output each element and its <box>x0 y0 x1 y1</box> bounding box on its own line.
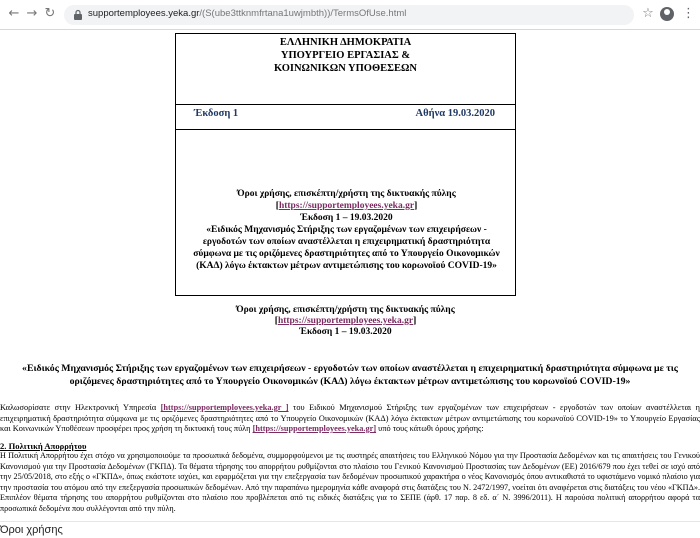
url-text <box>88 8 406 19</box>
profile-avatar-icon[interactable] <box>660 7 674 21</box>
terms-title: Όροι χρήσης, επισκέπτη/χρήστη της δικτυακής πύλης <box>237 189 456 199</box>
edition-date: Έκδοση 1 – 19.03.2020 <box>299 327 392 337</box>
bracket: ] <box>413 316 417 326</box>
reload-icon[interactable]: ↻ <box>44 6 56 21</box>
place-date: Αθήνα 19.03.2020 <box>415 108 495 119</box>
ministry-line: ΕΛΛΗΝΙΚΗ ΔΗΜΟΚΡΑΤΙΑ <box>279 37 412 48</box>
mechanism-title: «Ειδικός Μηχανισμός Στήριξης των εργαζομένων των επιχειρήσεων - εργοδοτών των οποίων αναστέλλεται η επιχειρηματική δραστηριότητα σύμφωνα με τις οριζόμενες δραστηριότητες από το Υπουργείο Οικονομικών (ΚΑΔ) λόγω έκτακτων μέτρων αντιμετώπισης του κορωνοϊού COVID-19» <box>193 225 500 271</box>
intro-text: υπό τους κάτωθι όρους χρήσης: <box>376 424 484 433</box>
ministry-line: ΥΠΟΥΡΓΕΙΟ ΕΡΓΑΣΙΑΣ & <box>280 50 411 61</box>
edition-date: Έκδοση 1 – 19.03.2020 <box>300 213 393 223</box>
portal-link[interactable]: https://supportemployees.yeka.gr <box>278 201 415 211</box>
url-path: /(S(ube3ttknmfrtana1uwjmbth))/TermsOfUse.html <box>199 8 407 19</box>
bracket: ] <box>414 201 418 211</box>
address-bar[interactable] <box>64 5 634 25</box>
divider <box>176 104 515 105</box>
terms-title: Όροι χρήσης, επισκέπτη/χρήστη της δικτυακής πύλης <box>236 305 455 315</box>
intro-paragraph <box>0 403 700 435</box>
page-tooltip: Όροι χρήσης <box>0 521 700 538</box>
forward-icon[interactable]: → <box>26 6 38 21</box>
section-title: 2. Πολιτική Απορρήτου <box>0 441 87 451</box>
portal-link-line <box>175 316 516 327</box>
intro-link[interactable]: [https://supportemployees.yeka.gr ] <box>160 403 289 412</box>
browser-toolbar <box>0 0 700 30</box>
intro-link[interactable]: [https://supportemployees.yeka.gr] <box>252 424 377 433</box>
bookmark-star-icon[interactable]: ☆ <box>642 6 654 21</box>
back-icon[interactable]: ← <box>8 6 20 21</box>
cover-body <box>191 188 502 272</box>
intro-text: Καλωσορίσατε στην Ηλεκτρονική Υπηρεσία <box>0 403 161 412</box>
document-cover-box <box>175 33 516 296</box>
bracket: [ <box>275 201 279 211</box>
portal-link[interactable]: https://supportemployees.yeka.gr <box>277 316 414 326</box>
browser-menu-icon[interactable]: ⋮ <box>682 6 695 21</box>
bracket: [ <box>274 316 278 326</box>
section-body: Η Πολιτική Απορρήτου έχει στόχο να χρησιμοποιούμε τα προσωπικά δεδομένα, συμμορφούμενοι με τις αυστηρές απαιτήσεις του Ελληνικού Νόμου για την Προστασία Δεδομένων και τις απαιτήσεις του Γενικού Κανονισμού για την Προστασία Δεδομένων (ΓΚΠΔ). Τα θέματα τήρησης του απορρήτου ρυθμίζονται στο πλαίσιο του Γενικού Κανονισμού Προστασίας των Δεδομένων (ΕΕ) 2016/679 που έχει τεθεί σε ισχύ από την 25/05/2018, στο εξής ο «ΓΚΠΔ», όπως εκάστοτε ισχύει, και εφαρμόζεται για την επεξεργασία των δεδομένων προσωπικού χαρακτήρα ο νέος Κανονισμός όπου αντικαθιστά το υφιστάμενο νομικό πλαίσιο για την προστασία του ατόμου από την επεξεργασία προσωπικών δεδομένων. Από την παραπάνω ημερομηνία κάθε αναφορά στις διατάξεις του Ν. 2472/1997, νοείται ότι αναφέρεται στις διατάξεις του νέου «ΓΚΠΔ». Επιπλέον θέματα τήρησης του απορρήτου ρυθμίζονται στο πλαίσιο που προβλέπεται από τις ειδικές διατάξεις για το ΣΕΠΕ (άρθ. 17 παρ. 8 εδ. α΄ Ν. 3996/2011). Η παρούσα πολιτική απορρήτου αφορά τα προσωπικά δεδομένα που συλλέγονται από την πύλη. <box>0 451 700 513</box>
portal-link-line <box>191 200 502 212</box>
ministry-line: ΚΟΙΝΩΝΙΚΩΝ ΥΠΟΘΕΣΕΩΝ <box>274 63 417 74</box>
url-host: supportemployees.yeka.gr <box>88 8 200 19</box>
ministry-heading <box>176 36 515 75</box>
lock-icon <box>72 9 84 21</box>
divider <box>176 129 515 130</box>
edition-label: Έκδοση 1 <box>194 108 239 119</box>
terms-heading-block <box>175 305 516 338</box>
intro-text: του Ειδικού Μηχανισμού Στήριξης των εργαζομένων των επιχειρήσεων - εργοδοτών των οποίων αναστέλλεται η επιχειρηματική δραστηριότητα σύμφωνα με τις οριζόμενες δραστηριότητες από το Υπουργείο Οικονομικών (ΚΑΔ) λόγω έκτακτων μέτρων αντιμετώπισης του κορωνοϊού COVID-19» το Υπουργείο Εργασίας και Κοινωνικών Υποθέσεων προσφέρει προς χρήση τη δικτυακή τους πύλη <box>0 403 700 433</box>
main-title: «Ειδικός Μηχανισμός Στήριξης των εργαζομένων των επιχειρήσεων - εργοδοτών των οποίων αναστέλλεται η επιχειρηματική δραστηριότητα σύμφωνα με τις οριζόμενες δραστηριότητες από το Υπουργείο Οικονομικών (ΚΑΔ) λόγω έκτακτων μέτρων αντιμετώπισης του κορωνοϊού COVID-19» <box>22 363 678 387</box>
